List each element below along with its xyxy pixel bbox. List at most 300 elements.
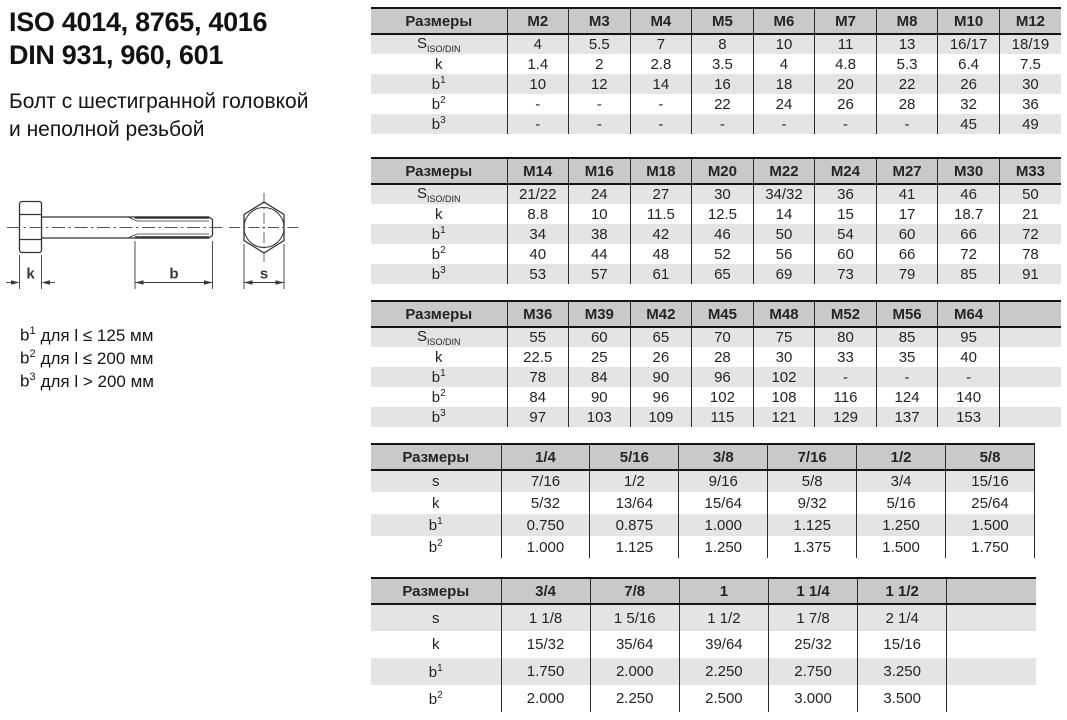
cell: 33 (815, 347, 877, 367)
table-row (371, 536, 1035, 558)
cell: 52 (692, 244, 754, 264)
cell: 12 (569, 74, 631, 94)
cell: 85 (876, 327, 938, 347)
bolt-head (20, 202, 42, 253)
dimension-b (135, 241, 213, 289)
column-header: 3/8 (679, 444, 768, 470)
cell: - (876, 367, 938, 387)
cell: - (753, 114, 815, 134)
cell: 15/64 (679, 492, 768, 514)
column-header: M64 (938, 301, 1000, 327)
cell: 7.5 (999, 54, 1061, 74)
column-header: M7 (815, 8, 877, 34)
cell: 36 (999, 94, 1061, 114)
subtitle-line2: и неполной резьбой (9, 118, 205, 141)
column-header: M3 (569, 8, 631, 34)
cell: 1.125 (768, 514, 857, 536)
cell: 28 (692, 347, 754, 367)
row-label: k (432, 636, 440, 653)
dim-label-b: b (169, 265, 179, 283)
column-header: 1/4 (501, 444, 590, 470)
row-label: s (432, 473, 440, 490)
cell: 34 (507, 224, 569, 244)
table-header-row (371, 444, 1035, 470)
cell: 46 (938, 184, 1000, 204)
cell: 78 (999, 244, 1061, 264)
cell: 102 (753, 367, 815, 387)
cell: 103 (569, 407, 631, 427)
dimensions-table-inch-small (371, 443, 1035, 558)
cell: 116 (815, 387, 877, 407)
column-header: M6 (753, 8, 815, 34)
row-label: k (435, 55, 443, 73)
cell: 22 (692, 94, 754, 114)
dimensions-table-inch-large (371, 577, 1036, 712)
column-header: Размеры (405, 12, 473, 30)
cell: 2 (569, 54, 631, 74)
cell: 60 (569, 327, 631, 347)
cell: 28 (876, 94, 938, 114)
cell: - (507, 94, 569, 114)
row-label: $b^3$ (431, 115, 446, 133)
column-header: M12 (999, 8, 1061, 34)
cell: 5/32 (501, 492, 590, 514)
table-row (371, 204, 1061, 224)
cell: 1.500 (857, 536, 946, 558)
dimensions-table-m36-m64 (371, 300, 1061, 427)
cell: 41 (876, 184, 938, 204)
cell: - (569, 114, 631, 134)
column-header: M45 (692, 301, 754, 327)
cell: 26 (630, 347, 692, 367)
table-row (371, 327, 1061, 347)
cell: 1.750 (501, 658, 590, 685)
cell: 14 (753, 204, 815, 224)
table-row (371, 514, 1035, 536)
cell: 4.8 (815, 54, 877, 74)
hex-head-front-view (229, 193, 299, 262)
cell: 84 (507, 387, 569, 407)
cell: 24 (753, 94, 815, 114)
table-row (371, 631, 1036, 658)
table-row (371, 387, 1061, 407)
table-row (371, 244, 1061, 264)
cell: 26 (938, 74, 1000, 94)
cell: 42 (630, 224, 692, 244)
cell: 25 (569, 347, 631, 367)
column-header: M20 (692, 158, 754, 184)
row-label: $b^2$ (428, 689, 443, 708)
table-header-row (371, 301, 1061, 327)
page-title (9, 6, 267, 72)
table-row (371, 492, 1035, 514)
cell: 2 1/4 (858, 604, 947, 631)
cell: 3.250 (858, 658, 947, 685)
table-row (371, 407, 1061, 427)
cell: 7/16 (501, 470, 590, 492)
dim-label-s: s (259, 265, 269, 283)
cell: 1 5/16 (590, 604, 679, 631)
column-header: M39 (569, 301, 631, 327)
cell: 66 (938, 224, 1000, 244)
row-label: k (435, 205, 443, 223)
cell: 60 (815, 244, 877, 264)
table-row (371, 94, 1061, 114)
cell: 84 (569, 367, 631, 387)
cell: - (692, 114, 754, 134)
cell: 12.5 (692, 204, 754, 224)
column-header: M22 (753, 158, 815, 184)
cell: 72 (999, 224, 1061, 244)
column-header: 7/8 (590, 578, 679, 604)
table-row (371, 224, 1061, 244)
column-header (947, 578, 1036, 604)
cell: 36 (815, 184, 877, 204)
column-header: M5 (692, 8, 754, 34)
cell: 13/64 (590, 492, 679, 514)
cell: 78 (507, 367, 569, 387)
cell: - (938, 367, 1000, 387)
row-label: $b^3$ (431, 408, 446, 426)
cell: 54 (815, 224, 877, 244)
cell: 1.500 (946, 514, 1035, 536)
title-din: DIN 931, 960, 601 (9, 40, 224, 70)
cell: 2.500 (679, 685, 768, 712)
column-header: M10 (938, 8, 1000, 34)
cell: 13 (876, 34, 938, 54)
cell: 20 (815, 74, 877, 94)
cell: 72 (938, 244, 1000, 264)
column-header: 1 1/2 (858, 578, 947, 604)
cell: 1.000 (501, 536, 590, 558)
cell: 11.5 (630, 204, 692, 224)
cell: 1 1/2 (679, 604, 768, 631)
cell: 2.250 (590, 685, 679, 712)
column-header: M42 (630, 301, 692, 327)
row-label: $b^2$ (431, 95, 446, 113)
cell (947, 658, 1036, 685)
cell: 22 (876, 74, 938, 94)
table-row (371, 470, 1035, 492)
footnote-text: для l > 200 мм (40, 371, 154, 391)
row-label: s (432, 609, 440, 627)
cell: 121 (753, 407, 815, 427)
column-header: M33 (999, 158, 1061, 184)
table-row (371, 264, 1061, 284)
cell: 25/32 (768, 631, 857, 658)
cell: 35/64 (590, 631, 679, 658)
cell: 1.250 (679, 536, 768, 558)
cell: 5/16 (857, 492, 946, 514)
table-row (371, 114, 1061, 134)
cell: 96 (630, 387, 692, 407)
cell: 75 (753, 327, 815, 347)
cell: 15/16 (858, 631, 947, 658)
footnotes (20, 322, 154, 391)
row-label: k (435, 348, 443, 366)
cell: 1.125 (590, 536, 679, 558)
cell: 85 (938, 264, 1000, 284)
cell (999, 407, 1061, 427)
column-header: M36 (507, 301, 569, 327)
column-header: M8 (876, 8, 938, 34)
table-row (371, 604, 1036, 631)
cell: 18/19 (999, 34, 1061, 54)
row-label: $b^3$ (431, 265, 446, 283)
bolt-technical-drawing (2, 188, 324, 320)
column-header: M48 (753, 301, 815, 327)
cell: 40 (938, 347, 1000, 367)
column-header: M24 (815, 158, 877, 184)
column-header: M52 (815, 301, 877, 327)
cell: 5.3 (876, 54, 938, 74)
page-subtitle (9, 88, 308, 144)
cell: 124 (876, 387, 938, 407)
cell: 1.000 (679, 514, 768, 536)
footnote-b2 (20, 345, 154, 368)
column-header: M14 (507, 158, 569, 184)
dimensions-table-m14-m33 (371, 157, 1061, 284)
cell: 91 (999, 264, 1061, 284)
cell: 2.000 (501, 685, 590, 712)
row-label: $S_{ISO/DIN}$ (416, 185, 461, 204)
cell: 18 (753, 74, 815, 94)
cell: 25/64 (946, 492, 1035, 514)
cell: 38 (569, 224, 631, 244)
cell: - (815, 114, 877, 134)
cell: 32 (938, 94, 1000, 114)
cell: 1 7/8 (768, 604, 857, 631)
cell: 16/17 (938, 34, 1000, 54)
subtitle-line1: Болт с шестигранной головкой (9, 90, 309, 113)
cell: 30 (753, 347, 815, 367)
column-header: Размеры (405, 305, 473, 323)
cell: 153 (938, 407, 1000, 427)
cell: 24 (569, 184, 631, 204)
cell: 70 (692, 327, 754, 347)
cell: 9/16 (679, 470, 768, 492)
cell: 3.5 (692, 54, 754, 74)
cell (999, 387, 1061, 407)
bolt-side-view (7, 202, 226, 253)
row-label: $b^1$ (431, 75, 446, 93)
table-row (371, 685, 1036, 712)
cell: 27 (630, 184, 692, 204)
cell: - (876, 114, 938, 134)
cell: 8 (692, 34, 754, 54)
cell: 10 (753, 34, 815, 54)
cell: 66 (876, 244, 938, 264)
footnote-sup: 3 (29, 371, 36, 384)
column-header: 5/16 (590, 444, 679, 470)
column-header: 1/2 (857, 444, 946, 470)
cell: 97 (507, 407, 569, 427)
cell: 56 (753, 244, 815, 264)
footnote-symbol: b (20, 325, 30, 345)
table-header-row (371, 158, 1061, 184)
table-row (371, 184, 1061, 204)
cell: 3/4 (857, 470, 946, 492)
row-label: $b^1$ (428, 662, 443, 681)
title-iso: ISO 4014, 8765, 4016 (9, 7, 268, 37)
table-header-row (371, 8, 1061, 34)
cell: 137 (876, 407, 938, 427)
cell: 55 (507, 327, 569, 347)
column-header: 5/8 (946, 444, 1035, 470)
column-header: M16 (569, 158, 631, 184)
cell: 4 (753, 54, 815, 74)
cell: 115 (692, 407, 754, 427)
table-row (371, 347, 1061, 367)
cell: 21/22 (507, 184, 569, 204)
cell: 21 (999, 204, 1061, 224)
row-label: $b^2$ (431, 245, 446, 263)
footnote-text: для l ≤ 125 мм (40, 325, 154, 345)
cell: 40 (507, 244, 569, 264)
cell: 15/16 (946, 470, 1035, 492)
footnote-symbol: b (20, 348, 30, 368)
cell: 10 (569, 204, 631, 224)
table-row (371, 34, 1061, 54)
cell: 95 (938, 327, 1000, 347)
footnote-sup: 1 (29, 325, 36, 337)
row-label: $b^1$ (431, 225, 446, 243)
cell: 34/32 (753, 184, 815, 204)
column-header: M30 (938, 158, 1000, 184)
column-header (999, 301, 1061, 327)
column-header: 1 1/4 (768, 578, 857, 604)
cell: 1.750 (946, 536, 1035, 558)
cell: 2.000 (590, 658, 679, 685)
cell: 80 (815, 327, 877, 347)
cell: 61 (630, 264, 692, 284)
footnote-b1 (20, 322, 154, 345)
cell: 30 (999, 74, 1061, 94)
cell: 30 (692, 184, 754, 204)
cell: - (507, 114, 569, 134)
cell: 6.4 (938, 54, 1000, 74)
column-header: M18 (630, 158, 692, 184)
cell: 15/32 (501, 631, 590, 658)
cell: 1 1/8 (501, 604, 590, 631)
cell: 17 (876, 204, 938, 224)
column-header: 7/16 (768, 444, 857, 470)
cell: 73 (815, 264, 877, 284)
footnote-text: для l ≤ 200 мм (40, 348, 154, 368)
cell: 3.500 (858, 685, 947, 712)
cell: 129 (815, 407, 877, 427)
cell: 53 (507, 264, 569, 284)
cell: 60 (876, 224, 938, 244)
cell: 57 (569, 264, 631, 284)
cell: 90 (569, 387, 631, 407)
cell (947, 604, 1036, 631)
dimension-k (6, 255, 55, 289)
cell: 10 (507, 74, 569, 94)
cell: 1.250 (857, 514, 946, 536)
column-header: 1 (679, 578, 768, 604)
row-label: $b^1$ (428, 516, 443, 534)
cell: - (630, 114, 692, 134)
cell: 1/2 (590, 470, 679, 492)
cell: 102 (692, 387, 754, 407)
cell: 7 (630, 34, 692, 54)
cell: 65 (630, 327, 692, 347)
column-header: M27 (876, 158, 938, 184)
cell: 50 (753, 224, 815, 244)
row-label: $b^1$ (431, 368, 446, 386)
cell: 9/32 (768, 492, 857, 514)
footnote-sup: 2 (29, 348, 36, 361)
cell (999, 367, 1061, 387)
cell: 2.8 (630, 54, 692, 74)
cell: 35 (876, 347, 938, 367)
cell: 4 (507, 34, 569, 54)
cell: 14 (630, 74, 692, 94)
footnote-symbol: b (20, 371, 30, 391)
cell: 45 (938, 114, 1000, 134)
table-row (371, 74, 1061, 94)
cell: 108 (753, 387, 815, 407)
cell: - (815, 367, 877, 387)
cell: 2.250 (679, 658, 768, 685)
row-label: $b^2$ (428, 538, 443, 556)
cell: 26 (815, 94, 877, 114)
cell: 39/64 (679, 631, 768, 658)
cell: - (630, 94, 692, 114)
cell: 11 (815, 34, 877, 54)
cell: 1.375 (768, 536, 857, 558)
column-header: 3/4 (501, 578, 590, 604)
column-header: M56 (876, 301, 938, 327)
cell: 0.875 (590, 514, 679, 536)
column-header: Размеры (402, 582, 470, 600)
cell: - (569, 94, 631, 114)
cell: 0.750 (501, 514, 590, 536)
cell: 48 (630, 244, 692, 264)
cell: 8.8 (507, 204, 569, 224)
row-label: $S_{ISO/DIN}$ (416, 328, 461, 347)
cell: 109 (630, 407, 692, 427)
cell: 49 (999, 114, 1061, 134)
cell: 22.5 (507, 347, 569, 367)
cell: 44 (569, 244, 631, 264)
cell: 3.000 (768, 685, 857, 712)
cell: 16 (692, 74, 754, 94)
column-header: M2 (507, 8, 569, 34)
table-header-row (371, 578, 1036, 604)
dimension-s (244, 244, 284, 289)
column-header: Размеры (405, 162, 473, 180)
footnote-b3 (20, 368, 154, 391)
cell: 18.7 (938, 204, 1000, 224)
cell (999, 327, 1061, 347)
cell (947, 685, 1036, 712)
cell: 5/8 (768, 470, 857, 492)
dim-label-k: k (26, 265, 35, 283)
cell: 2.750 (768, 658, 857, 685)
cell: 65 (692, 264, 754, 284)
cell: 96 (692, 367, 754, 387)
table-row (371, 367, 1061, 387)
table-row (371, 658, 1036, 685)
row-label: k (432, 494, 440, 512)
cell: 46 (692, 224, 754, 244)
cell: 5.5 (569, 34, 631, 54)
cell: 90 (630, 367, 692, 387)
column-header: M4 (630, 8, 692, 34)
cell: 1.4 (507, 54, 569, 74)
